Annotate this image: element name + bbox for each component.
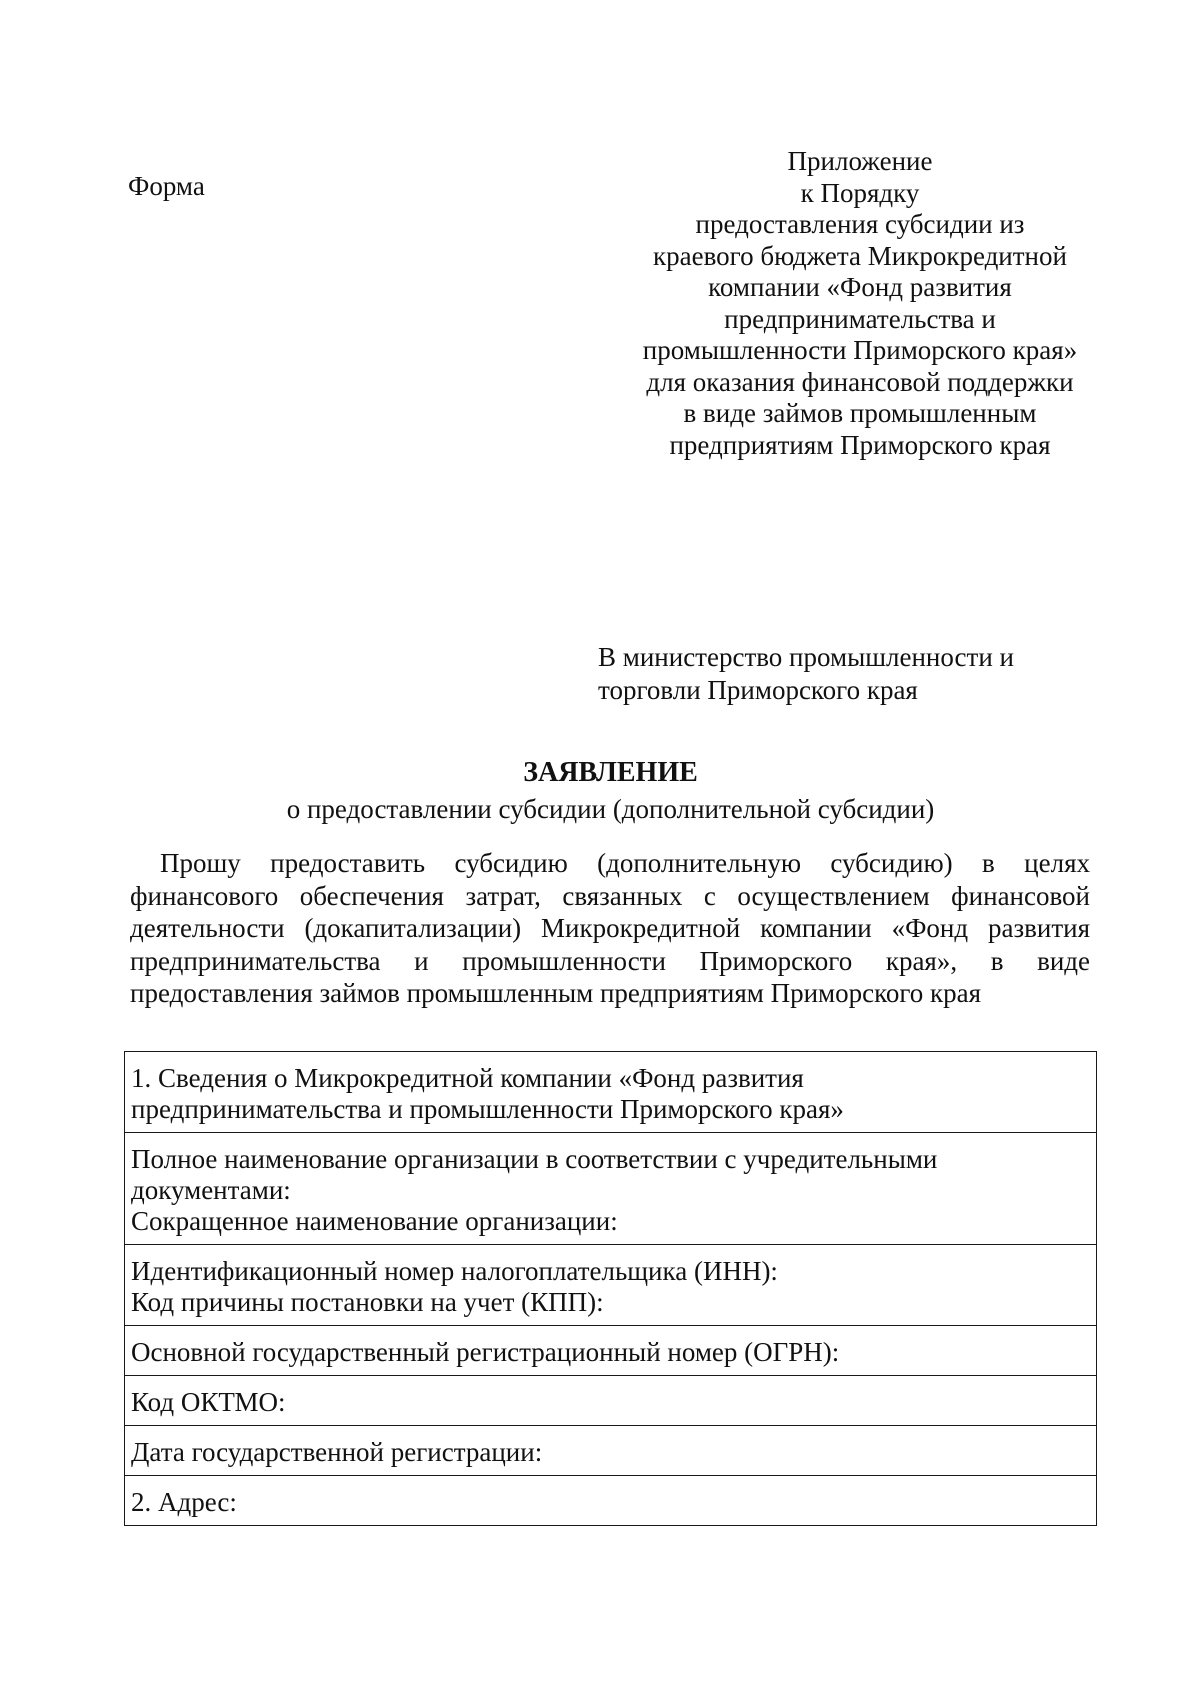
appendix-line: краевого бюджета Микрокредитной xyxy=(653,240,1067,271)
organization-name-cell xyxy=(125,1133,1097,1245)
appendix-line: для оказания финансовой поддержки xyxy=(646,366,1074,397)
cell-line: Дата государственной регистрации: xyxy=(131,1437,543,1467)
cell-line: предпринимательства и промышленности Приморского края» xyxy=(131,1094,844,1124)
cell-line: Полное наименование организации в соответствии с учредительными xyxy=(131,1144,938,1174)
paragraph-line: Прошу предоставить субсидию (дополнительную субсидию) в целях xyxy=(160,848,1090,878)
section-header-cell xyxy=(125,1052,1097,1133)
registration-date-cell xyxy=(125,1426,1097,1476)
document-title: ЗАЯВЛЕНИЕ xyxy=(523,757,698,788)
paragraph-line: предпринимательства и промышленности Приморского края», в виде xyxy=(130,945,1090,976)
table-row xyxy=(125,1426,1097,1476)
address-cell xyxy=(125,1476,1097,1526)
appendix-line: предприятиям Приморского края xyxy=(669,429,1051,460)
addressee-line: В министерство промышленности и xyxy=(598,642,1014,672)
appendix-line: компании «Фонд развития xyxy=(708,272,1012,302)
table-row xyxy=(125,1326,1097,1376)
cell-line: документами: xyxy=(131,1175,291,1205)
appendix-line: в виде займов промышленным xyxy=(683,398,1037,428)
addressee-line: торговли Приморского края xyxy=(598,675,918,705)
table-row xyxy=(125,1245,1097,1326)
paragraph-line: предоставления займов промышленным предприятиям Приморского края xyxy=(130,978,982,1008)
cell-line: Код ОКТМО: xyxy=(131,1387,286,1417)
request-paragraph xyxy=(130,847,1090,1010)
document-subtitle: о предоставлении субсидии (дополнительной субсидии) xyxy=(286,794,935,824)
cell-line: 1. Сведения о Микрокредитной компании «Фонд развития xyxy=(131,1063,804,1093)
addressee-block xyxy=(598,641,1014,707)
table-row xyxy=(125,1476,1097,1526)
table-row xyxy=(125,1376,1097,1426)
appendix-line: предоставления субсидии из xyxy=(695,209,1025,239)
cell-line: Основной государственный регистрационный номер (ОГРН): xyxy=(131,1337,840,1367)
oktmo-cell xyxy=(125,1376,1097,1426)
cell-line: 2. Адрес: xyxy=(131,1487,237,1517)
paragraph-line: финансового обеспечения затрат, связанных с осуществлением финансовой xyxy=(130,880,1090,911)
appendix-line: промышленности Приморского края» xyxy=(642,335,1078,365)
inn-kpp-cell xyxy=(125,1245,1097,1326)
cell-line: Код причины постановки на учет (КПП): xyxy=(131,1287,604,1317)
organization-info-table xyxy=(124,1051,1097,1526)
table-row xyxy=(125,1133,1097,1245)
appendix-line: Приложение xyxy=(787,146,933,176)
table-row xyxy=(125,1052,1097,1133)
cell-line: Идентификационный номер налогоплательщика (ИНН): xyxy=(131,1256,778,1286)
form-label: Форма xyxy=(128,171,205,201)
appendix-line: предпринимательства и xyxy=(724,303,996,334)
ogrn-cell xyxy=(125,1326,1097,1376)
appendix-block xyxy=(590,146,1130,461)
cell-line: Сокращенное наименование организации: xyxy=(131,1206,618,1236)
appendix-line: к Порядку xyxy=(800,177,920,208)
paragraph-line: деятельности (докапитализации) Микрокредитной компании «Фонд развития xyxy=(130,913,1090,943)
